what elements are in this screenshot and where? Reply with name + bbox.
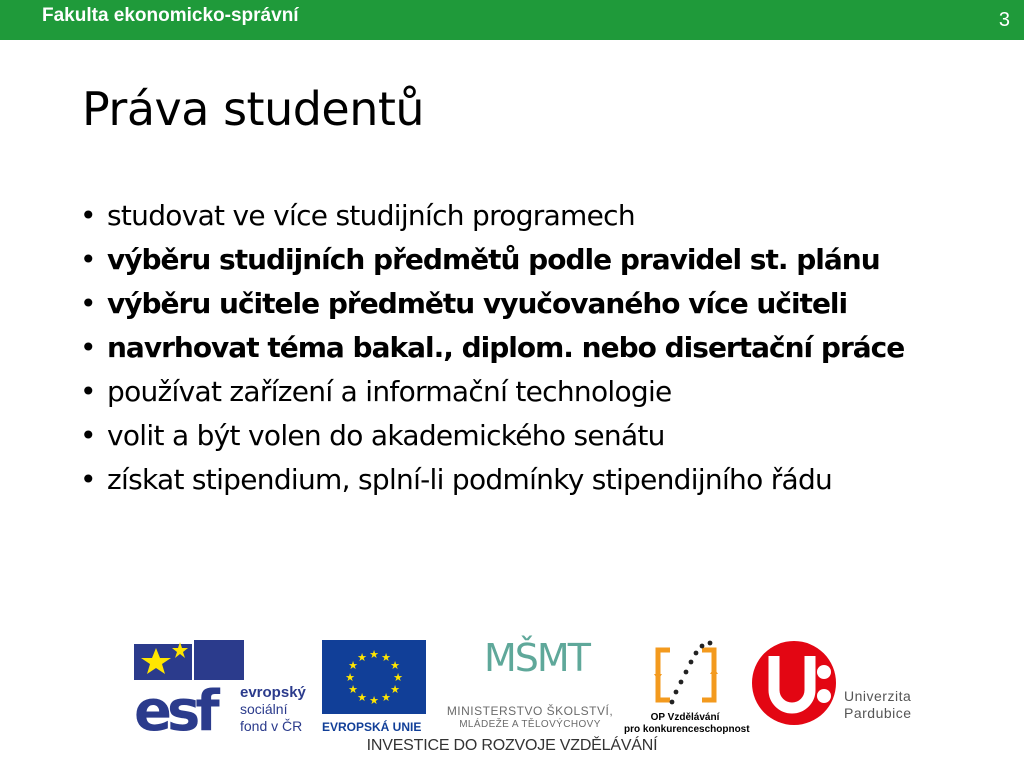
investice-tagline: INVESTICE DO ROZVOJE VZDĚLÁVÁNÍ <box>366 737 658 754</box>
bullet-item: • výběru učitele předmětu vyučovaného více učiteli <box>80 288 980 319</box>
bullet-item: • navrhovat téma bakal., diplom. nebo disertační práce <box>80 332 980 363</box>
msmt-logo <box>438 636 622 736</box>
eu-label: EVROPSKÁ UNIE <box>322 720 422 734</box>
esf-line3: fond v ČR <box>240 718 303 734</box>
upce-mark-icon <box>752 638 842 728</box>
upce-logo <box>752 638 922 728</box>
svg-text:★: ★ <box>369 648 379 661</box>
eu-flag-icon <box>322 640 426 714</box>
op-mark-icon <box>624 640 746 710</box>
esf-line2: sociální <box>240 701 288 717</box>
partner-logos <box>0 630 1024 768</box>
msmt-line2: MLÁDEŽE A TĚLOVÝCHOVY <box>459 719 601 730</box>
eu-logo <box>322 640 430 738</box>
bullet-item: • volit a být volen do akademického senátu <box>80 420 980 451</box>
faculty-name: Fakulta ekonomicko-správní <box>42 5 299 26</box>
svg-text:★: ★ <box>390 659 400 672</box>
page-number: 3 <box>998 9 1010 31</box>
svg-text:esf: esf <box>134 679 215 732</box>
svg-text:★: ★ <box>357 691 367 704</box>
bullet-item: • studovat ve více studijních programech <box>80 200 980 231</box>
svg-text:★: ★ <box>390 683 400 696</box>
svg-text:★: ★ <box>381 691 391 704</box>
op-line2: pro konkurenceschopnost <box>624 724 750 735</box>
esf-text <box>240 684 306 735</box>
svg-text:★: ★ <box>357 651 367 664</box>
esf-mark-icon <box>134 640 244 732</box>
esf-logo <box>134 640 314 732</box>
upce-line2: Pardubice <box>844 705 912 721</box>
slide-title: Práva studentů <box>82 82 425 136</box>
upce-line1: Univerzita <box>844 688 912 704</box>
msmt-mark: MŠMT <box>484 636 589 680</box>
svg-text:★: ★ <box>369 694 379 707</box>
bullet-item: • získat stipendium, splní-li podmínky stipendijního řádu <box>80 464 980 495</box>
svg-text:★: ★ <box>381 651 391 664</box>
bullet-list <box>80 200 980 508</box>
svg-text:★: ★ <box>348 659 358 672</box>
op-logo <box>624 640 750 736</box>
svg-text:★: ★ <box>393 671 403 684</box>
header-bar <box>0 0 1024 40</box>
svg-text:★: ★ <box>348 683 358 696</box>
bullet-item: • výběru studijních předmětů podle pravidel st. plánu <box>80 244 980 275</box>
op-line1: OP Vzdělávání <box>650 712 720 723</box>
msmt-line1: MINISTERSTVO ŠKOLSTVÍ, <box>446 704 614 718</box>
bullet-item: • používat zařízení a informační technologie <box>80 376 980 407</box>
esf-line1: evropský <box>240 684 306 701</box>
svg-text:★: ★ <box>345 671 355 684</box>
upce-text <box>844 688 912 722</box>
